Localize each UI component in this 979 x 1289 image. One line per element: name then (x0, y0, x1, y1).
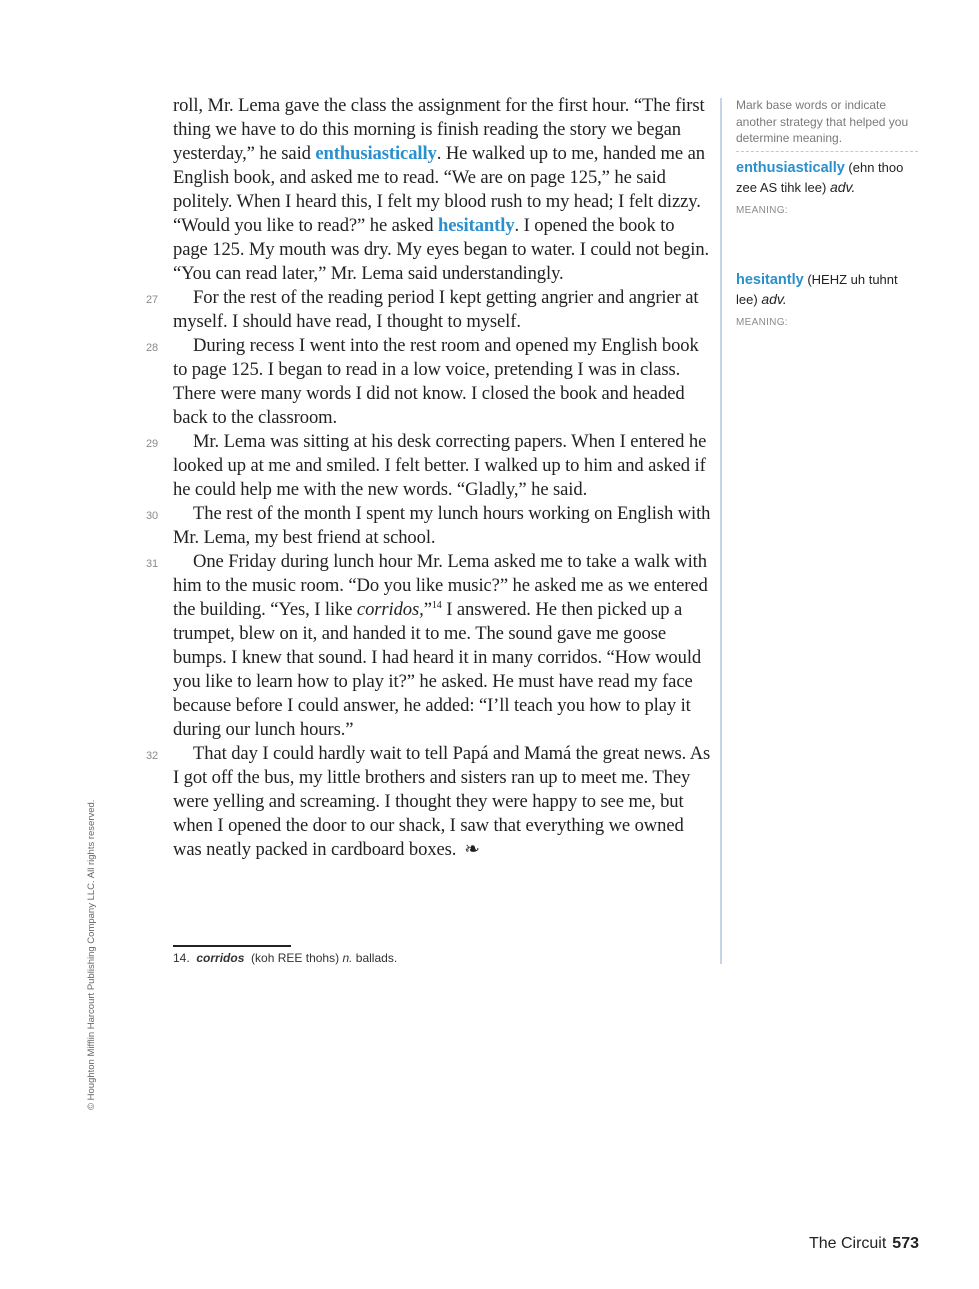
corridos-term: corridos, (356, 599, 424, 620)
footnote-pronunciation: (koh REE thohs) (251, 951, 340, 965)
vocab-entry-hesitantly (736, 270, 918, 332)
paragraph-number: 32 (146, 750, 159, 762)
paragraph-32: 32 That day I could hardly wait to tell Papá and Mamá the great news. As I got off the bus, my little brothers and sisters ran up to meet me. They were yelling and screaming. I thought they were happy to see me, but when I opened the door to our shack, I saw that everything we owned was neatly packed in cardboard boxes. ❧ (146, 743, 711, 860)
end-of-story-icon: ❧ (464, 839, 480, 860)
footnote-reference[interactable]: 14 (431, 599, 442, 611)
footnote-term: corridos (196, 951, 245, 965)
footnote (173, 951, 713, 965)
paragraph-number: 28 (146, 342, 159, 354)
vocab-entry-part-of-speech: adv. (761, 290, 787, 307)
paragraph-number: 27 (146, 294, 159, 306)
vocabulary-sidebar (736, 97, 918, 332)
vocab-word-enthusiastically[interactable]: enthusiastically (315, 143, 437, 164)
paragraph-29: 29 Mr. Lema was sitting at his desk correcting papers. When I entered he looked up at me and smiled. I felt better. I walked up to him and asked if he could help me with the new words. “Gladly,” he said. (146, 431, 707, 500)
copyright-notice: © Houghton Mifflin Harcourt Publishing Company LLC. All rights reserved. (86, 799, 97, 1110)
paragraph-30: 30 The rest of the month I spent my lunch hours working on English with Mr. Lema, my best friend at school. (146, 503, 711, 548)
paragraph-number: 29 (146, 438, 159, 450)
vocab-entry-part-of-speech: adv. (829, 178, 856, 195)
footnote-definition: ballads. (355, 951, 398, 965)
vocab-entry-word[interactable]: enthusiastically (736, 159, 845, 176)
sidebar-instruction: Mark base words or indicate another strategy that helped you determine meaning. (736, 97, 918, 152)
page-footer (809, 1235, 919, 1253)
vocab-entry-pronunciation: (ehn thoo zee AS tihk lee) (736, 159, 904, 195)
story-title: The Circuit (808, 1235, 887, 1252)
footnote-part-of-speech: n. (342, 951, 353, 965)
vocab-word-hesitantly[interactable]: hesitantly (438, 215, 515, 236)
meaning-label: MEANING: (736, 316, 788, 328)
paragraph-31: 31 One Friday during lunch hour Mr. Lema asked me to take a walk with him to the music room. “Do you like music?” he asked me as we entered the building. “Yes, I like corridos,”$^{14}$ I answered. He then picked up a trumpet, blew on it, and handed it to me. The sound gave me goose bumps. I knew that sound. I had heard it in many corridos. “How would you like to learn how to play it?” he asked. He must have read my face because before I could answer, he added: “I’ll teach you how to play it during our lunch hours.” (146, 551, 708, 740)
vocab-entry-pronunciation: (HEHZ uh tuhnt lee) (736, 271, 898, 307)
paragraph-number: 30 (146, 510, 159, 522)
paragraph: roll, Mr. Lema gave the class the assignment for the first hour. “The first thing we have to do this morning is finish reading the story we began yesterday,” he said enthusiastically. He walked up to me, handed me an English book, and asked me to read. “We are on page 125,” he said politely. When I heard this, I felt my blood rush to my head; I felt dizzy. “Would you like to read?” he asked hesitantly. I opened the book to page 125. My mouth was dry. My eyes began to water. I could not begin. “You can read later,” Mr. Lema said understandingly. (173, 95, 710, 284)
footnote-rule (173, 945, 291, 947)
paragraph-number: 31 (146, 558, 159, 570)
footnote-number: 14. (173, 951, 190, 965)
story-body (146, 94, 713, 862)
sidebar-divider (720, 98, 722, 964)
meaning-label: MEANING: (736, 204, 788, 216)
paragraph-28: 28 During recess I went into the rest room and opened my English book to page 125. I began to read in a low voice, pretending I was in class. There were many words I did not know. I closed the book and headed back to the classroom. (146, 335, 699, 428)
vocab-entry-word[interactable]: hesitantly (736, 271, 804, 288)
page-number: 573 (892, 1235, 919, 1252)
paragraph-27: 27 For the rest of the reading period I kept getting angrier and angrier at myself. I should have read, I thought to myself. (146, 287, 699, 332)
vocab-entry-enthusiastically (736, 158, 918, 220)
